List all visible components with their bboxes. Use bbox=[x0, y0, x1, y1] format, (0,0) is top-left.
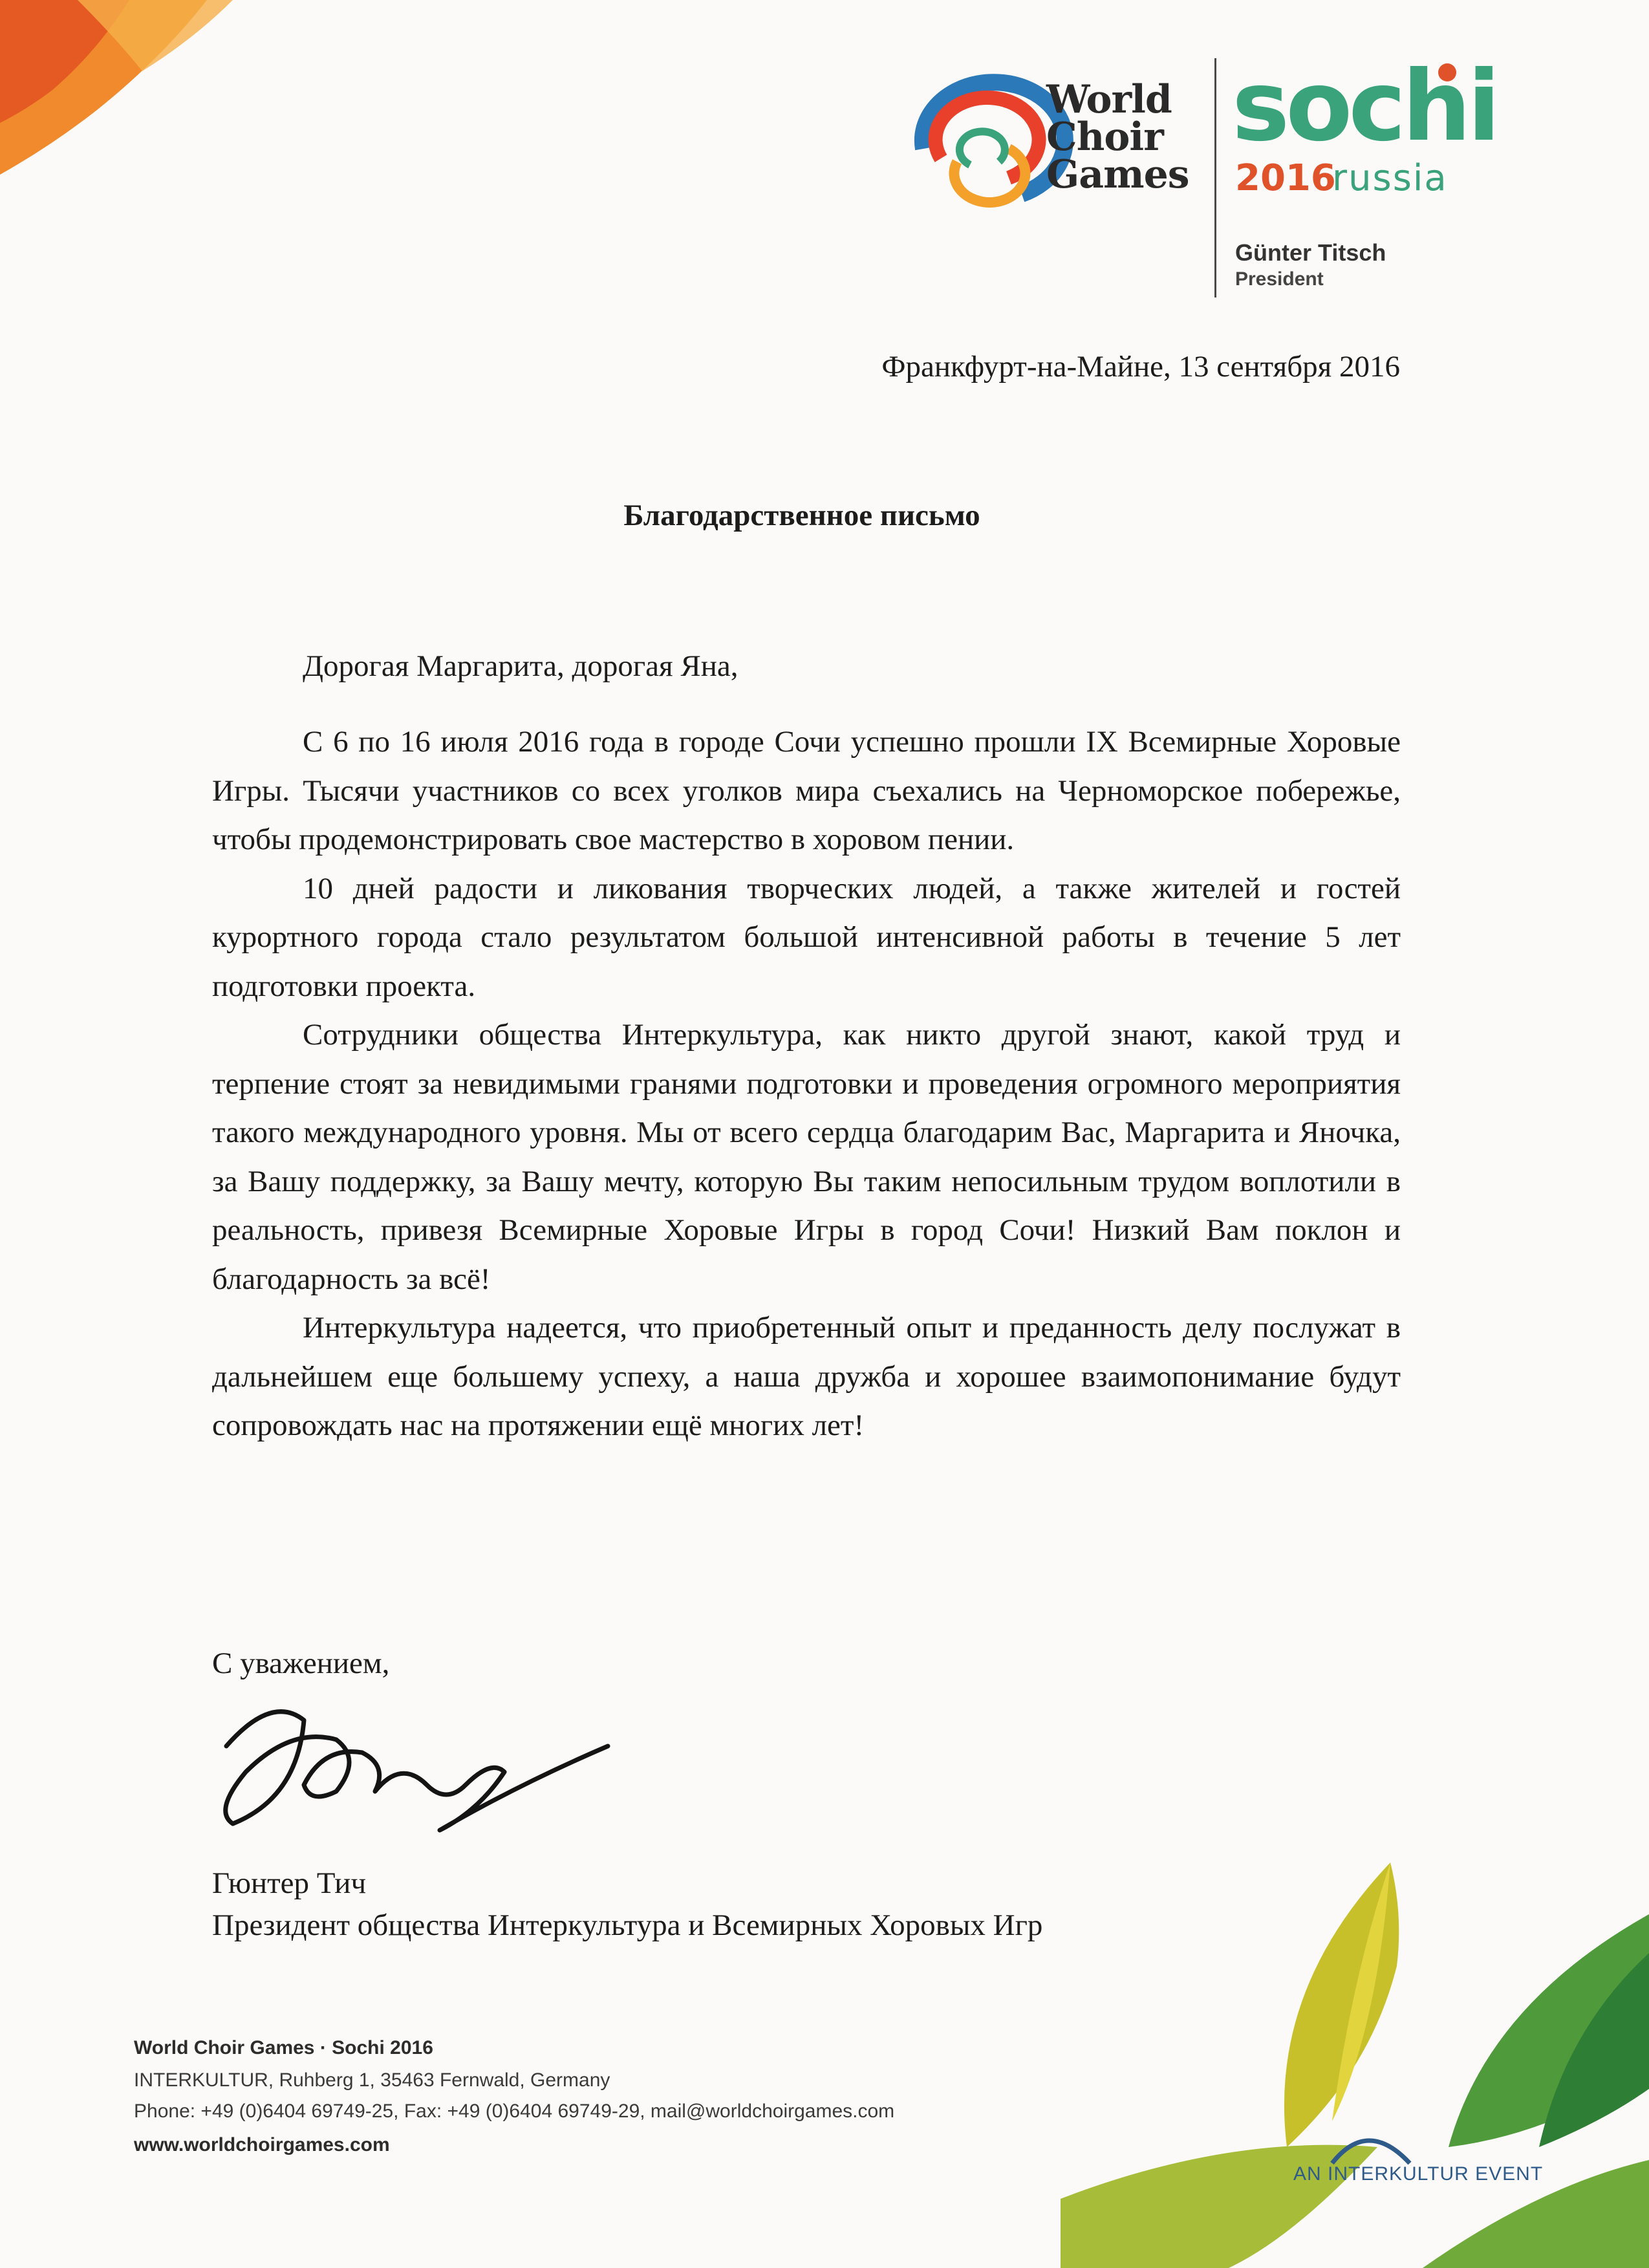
letter-date: Франкфурт-на-Майне, 13 сентября 2016 bbox=[881, 350, 1400, 383]
sochi-logo-year: 2016 bbox=[1235, 157, 1336, 199]
letter-greeting: Дорогая Маргарита, дорогая Яна, bbox=[303, 649, 738, 683]
footer-contact: Phone: +49 (0)6404 69749-25, Fax: +49 (0)6404 69749-29, mail@worldchoirgames.com bbox=[134, 2101, 895, 2122]
body-paragraph: Интеркультура надеется, что приобретенный опыт и преданность делу послужат в дальнейшем еще большему успеху, а наша дружба и хорошее взаимопонимание будут сопровождать нас на протяжении ещё многих лет! bbox=[212, 1311, 1401, 1442]
signature-graphic bbox=[226, 1712, 608, 1830]
footer-address: INTERKULTUR, Ruhberg 1, 35463 Fernwald, Germany bbox=[134, 2069, 610, 2091]
body-paragraph: Сотрудники общества Интеркультура, как никто другой знают, какой труд и терпение стоят за невидимыми гранями подготовки и проведения огромного мероприятия такого международного уровня. Мы от всего сердца благодарим Вас, Маргарита и Яночка, за Вашу поддержку, за Вашу мечту, которую Вы таким непосильным трудом воплотили в реальность, привезя Всемирные Хоровые Игры в город Сочи! Низкий Вам поклон и благодарность за всё! bbox=[212, 1018, 1401, 1296]
header-divider bbox=[1214, 58, 1216, 297]
signer-role: Президент общества Интеркультура и Всемирных Хоровых Игр bbox=[212, 1908, 1043, 1942]
wcg-logo-text: World Choir Games bbox=[1046, 77, 1189, 197]
signer-name: Гюнтер Тич bbox=[212, 1866, 367, 1900]
body-paragraph: С 6 по 16 июля 2016 года в городе Сочи успешно прошли IX Всемирные Хоровые Игры. Тысячи участников со всех уголков мира съехались на Черноморское побережье, чтобы продемонстрировать свое мастерство в хоровом пении. bbox=[212, 725, 1401, 856]
corner-leaves-graphic bbox=[1061, 1863, 1649, 2268]
footer-org: World Choir Games · Sochi 2016 bbox=[134, 2037, 433, 2058]
corner-flame-graphic bbox=[0, 0, 233, 175]
footer-website: www.worldchoirgames.com bbox=[134, 2134, 390, 2155]
sochi-logo-country: russia bbox=[1332, 157, 1448, 199]
letter-body bbox=[212, 718, 1401, 1451]
body-paragraph: 10 дней радости и ликования творческих людей, а также жителей и гостей курортного города стало результатом большой интенсивной работы в течение 5 лет подготовки проекта. bbox=[212, 871, 1401, 1003]
interkultur-tagline: AN INTERKULTUR EVENT bbox=[1293, 2163, 1544, 2185]
president-name: Günter Titsch bbox=[1235, 239, 1386, 266]
letter-title: Благодарственное письмо bbox=[623, 499, 980, 532]
letter-closing: С уважением, bbox=[212, 1647, 390, 1680]
wcg-emblem-icon bbox=[923, 82, 1065, 202]
sochi-logo-word: sochi bbox=[1232, 50, 1497, 163]
president-role: President bbox=[1235, 268, 1324, 290]
